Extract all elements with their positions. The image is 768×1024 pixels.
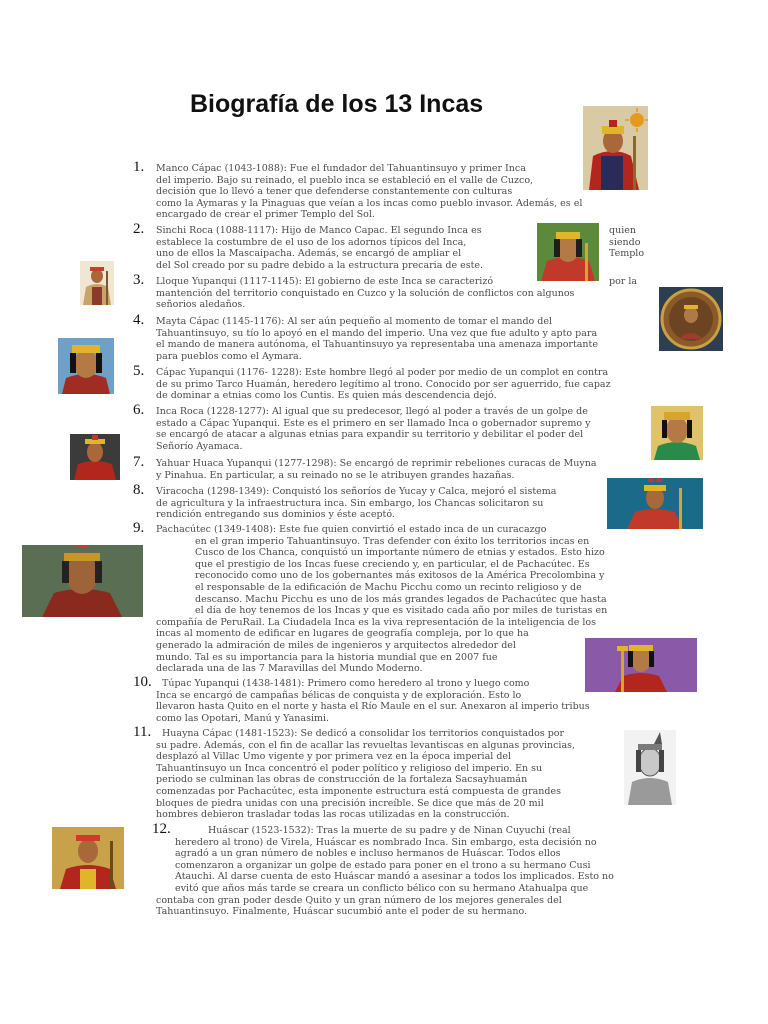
text-line: generado la admiración de miles de ingenieros y arquitectos alrededor del (156, 639, 516, 651)
pachacutec-portrait (22, 545, 143, 617)
text-line: en el gran imperio Tahuantinsuyo. Tras defender con éxito los territorios incas en (195, 535, 590, 547)
entry-number-6: 6. (133, 402, 145, 418)
text-line: comenzaron a organizar un golpe de estado para poner en el trono a su hermano Cusi (175, 859, 591, 871)
entry-text-7 (156, 458, 597, 481)
entry-text-12 (156, 825, 614, 918)
entry-number-11: 11. (133, 724, 152, 740)
text-line: contaba con gran poder desde Quito y un gran número de los mejores generales del (156, 894, 562, 906)
huascar-portrait (52, 827, 124, 889)
yahuar-huaca-portrait (70, 434, 120, 480)
entry-number-2: 2. (133, 221, 145, 237)
text-line: Yahuar Huaca Yupanqui (1277-1298): Se encargó de reprimir rebeliones curacas de Muyna (156, 458, 597, 469)
text-line: como las Opotari, Manú y Yanasimi. (156, 712, 330, 724)
text-line: reconocido como uno de los gobernantes más exitosos de la América Precolombina y (195, 570, 605, 582)
text-line: del imperio. Bajo su reinado, el pueblo inca se estableció en el valle de Cuzco, (156, 174, 534, 186)
text-line: Manco Cápac (1043-1088): Fue el fundador del Tahuantinsuyo y primer Inca (156, 163, 526, 174)
text-line: periodo se culminan las obras de construcción de la fortaleza Sacsayhuamán (156, 774, 528, 786)
text-line: Huayna Cápac (1481-1523): Se dedicó a consolidar los territorios conquistados por (162, 728, 565, 739)
entry-number-5: 5. (133, 363, 145, 379)
text-line: Inca Roca (1228-1277): Al igual que su predecesor, llegó al poder a través de un golpe de (156, 406, 588, 417)
text-line: mundo. Tal es su importancia para la historia mundial que en 2007 fue (156, 651, 498, 663)
text-line: de su primo Tarco Huamán, heredero legítimo al trono. Conocido por ser aguerrido, fue capaz (156, 378, 611, 390)
text-line: Lloque Yupanqui (1117-1145): El gobierno de este Inca se caracterizó (156, 276, 494, 287)
entry-text-4 (156, 316, 598, 362)
text-line: su padre. Además, con el fin de acallar las revueltas levantiscas en algunas provincias, (156, 739, 576, 751)
text-line: Huáscar (1523-1532): Tras la muerte de su padre y de Ninan Cuyuchi (real (208, 825, 571, 836)
manco-capac-portrait (583, 106, 648, 190)
text-line: quien (609, 225, 636, 236)
inca-roca-portrait (651, 406, 703, 460)
entry-number-7: 7. (133, 454, 145, 470)
entry-number-8: 8. (133, 482, 145, 498)
text-line: de agricultura y la infraestructura inca. Sin embargo, los Chancas solicitaron su (156, 497, 544, 509)
text-line: el día de hoy tenemos de los Incas y que es visitado cada año por miles de turistas en (195, 605, 608, 617)
viracocha-portrait (607, 478, 703, 529)
text-line: Mayta Cápac (1145-1176): Al ser aún pequeño al momento de tomar el mando del (156, 316, 553, 327)
entry-text-5 (156, 367, 611, 402)
text-line: Templo (609, 248, 645, 260)
text-line: Cápac Yupanqui (1176- 1228): Este hombre llegó al poder por medio de un complot en contra (156, 367, 609, 378)
text-line: incas al momento de edificar en lugares de geografía compleja, por lo que ha (156, 628, 529, 640)
text-line: el responsable de la edificación de Machu Picchu como un recinto religioso y de (195, 581, 582, 593)
text-line: del Sol creado por su padre debido a la estructura precaria de este. (156, 259, 484, 271)
text-line: desplazó al Villac Umo vigente y por primera vez en la época imperial del (156, 751, 512, 763)
entry-text-8 (156, 486, 556, 521)
document-title: Biografía de los 13 Incas (190, 90, 484, 118)
text-line: bloques de piedra unidas con una precisión increíble. Se dice que más de 20 mil (156, 797, 544, 809)
text-line: de dominar a etnias como los Cuntis. Es quien más descendencia dejó. (156, 390, 497, 402)
text-line: Viracocha (1298-1349): Conquistó los señoríos de Yucay y Calca, mejoró el sistema (156, 486, 557, 497)
entry-text-9 (156, 524, 607, 675)
text-line: Señorío Ayamaca. (156, 440, 243, 452)
text-line: rendición entregando sus dominios y éste aceptó. (156, 509, 395, 521)
text-line: Inca se encargó de campañas bélicas de conquista y de exploración. Esto lo (156, 689, 522, 701)
entry-text-10 (156, 678, 590, 724)
text-line: Túpac Yupanqui (1438-1481): Primero como heredero al trono y luego como (162, 678, 530, 689)
text-line: uno de ellos la Mascaipacha. Además, se encargó de ampliar el (156, 248, 462, 260)
lloque-yupanqui-portrait (80, 261, 114, 305)
text-line: para pueblos como el Aymara. (156, 350, 302, 362)
entry-number-1: 1. (133, 159, 145, 175)
text-line: evitó que años más tarde se creara un conflicto bélico con su hermano Atahualpa que (175, 882, 589, 894)
entry-number-4: 4. (133, 312, 145, 328)
entry-number-10: 10. (133, 674, 152, 690)
text-line: Tahuantinsuyo, su tío lo apoyó en el mando del imperio. Una vez que fue adulto y apto para (156, 327, 598, 339)
text-line: señorios aledaños. (156, 299, 246, 311)
text-line: descanso. Machu Picchu es uno de los más grandes legados de Pachacútec que hasta (195, 593, 607, 605)
capac-yupanqui-portrait (58, 338, 114, 394)
text-line: por la (609, 276, 638, 287)
text-line: heredero al trono) de Virela, Huáscar es nombrado Inca. Sin embargo, esta decisión no (175, 836, 597, 848)
text-line: comenzadas por Pachacútec, esta imponente estructura está compuesta de grandes (156, 785, 562, 797)
text-line: encargado de crear el primer Templo del Sol. (156, 209, 375, 221)
text-line: establece la costumbre de el uso de los adornos típicos del Inca, (156, 236, 467, 248)
entry-text-1 (156, 163, 582, 221)
entry-text-3 (156, 276, 574, 311)
text-line: mantención del territorio conquistado en Cuzco y la solución de conflictos con algunos (156, 287, 575, 299)
entry-number-12: 12. (152, 821, 171, 837)
text-line: agradó a un gran número de nobles e incluso hermanos de Huáscar. Todos ellos (175, 848, 561, 860)
text-line: llevaron hasta Quito en el norte y hasta el Río Maule en el sur. Anexaron al imperio tribus (156, 701, 590, 713)
text-line: hombres debieron trasladar todas las rocas utilizadas en la construcción. (156, 809, 510, 821)
tupac-yupanqui-portrait (585, 638, 697, 692)
huayna-capac-portrait (624, 730, 676, 805)
text-line: compañía de PeruRail. La Ciudadela Inca es la viva representación de la inteligencia de los (156, 616, 596, 628)
text-line: siendo (609, 236, 641, 248)
text-line: estado a Cápac Yupanqui. Este es el primero en ser llamado Inca o gobernador supremo y (156, 417, 591, 429)
entry-text-2 (156, 225, 483, 271)
entry-text-11 (156, 728, 575, 821)
entry-side-text-2 (609, 225, 644, 260)
entry-side-text-3 (609, 276, 637, 288)
entry-number-3: 3. (133, 272, 145, 288)
text-line: y Pinahua. En particular, a su reinado no se le atribuyen grandes hazañas. (156, 469, 515, 481)
text-line: se encargó de atacar a algunas etnias para expandir su territorio y debilitar el poder del (156, 429, 584, 441)
text-line: Atauchi. Al darse cuenta de esto Huáscar mandó a asesinar a todos los implicados. Esto no (175, 871, 614, 883)
sinchi-roca-portrait (537, 223, 599, 281)
text-line: Tahuantinsuyo un Inca concentró el poder político y religioso del imperio. En su (156, 762, 543, 774)
text-line: declarada una de las 7 Maravillas del Mundo Moderno. (156, 663, 423, 675)
entry-text-6 (156, 406, 590, 452)
entry-number-9: 9. (133, 520, 145, 536)
text-line: decisión que lo llevó a tener que defenderse constantemente con culturas (156, 186, 513, 198)
text-line: el mando de manera autónoma, el Tahuantinsuyo ya representaba una amenaza importante (156, 339, 598, 351)
text-line: Tahuantinsuyo. Finalmente, Huáscar sucumbió ante el poder de su hermano. (156, 906, 528, 918)
text-line: Pachacútec (1349-1408): Este fue quien convirtió el estado inca de un curacazgo (156, 524, 547, 535)
mayta-capac-portrait (659, 287, 723, 351)
text-line: como la Aymaras y la Pinaguas que veían a los incas como pueblo invasor. Además, es el (156, 197, 583, 209)
text-line: que el prestigio de los Incas fuese creciendo y, en particular, el de Pachacútec. Es (195, 558, 590, 570)
text-line: Cusco de los Chanca, conquistó un importante número de etnias y estados. Esto hizo (195, 547, 605, 559)
text-line: Sinchi Roca (1088-1117): Hijo de Manco Capac. El segundo Inca es (156, 225, 482, 236)
